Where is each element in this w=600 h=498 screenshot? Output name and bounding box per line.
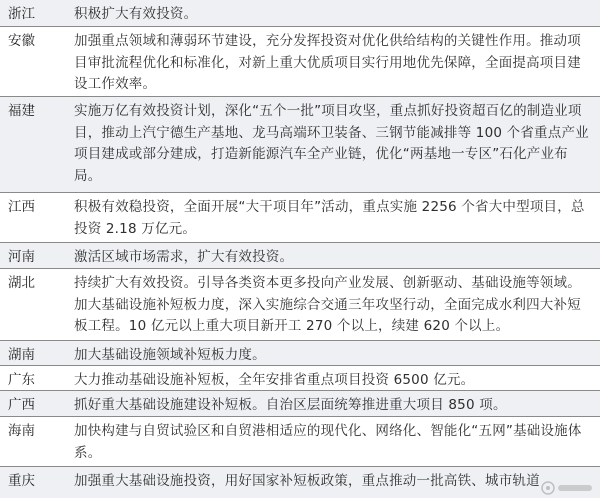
table-row — [0, 269, 600, 341]
table-row — [0, 366, 600, 391]
province-cell: 湖南 — [8, 347, 35, 363]
table-row — [0, 391, 600, 417]
province-cell: 湖北 — [8, 275, 35, 291]
table-row — [0, 341, 600, 366]
policy-text-cell: 加快构建与自贸试验区和自贸港相适应的现代化、网络化、智能化“五网”基础设施体系。 — [74, 423, 582, 461]
province-cell: 广东 — [8, 372, 35, 388]
policy-text-cell: 持续扩大有效投资。引导各类资本更多投向产业发展、创新驱动、基础设施等领域。加大基础设施补短板力度，深入实施综合交通三年攻坚行动，全面完成水利四大补短板工程。10 亿元以上重大项目新开工 270 个以上，续建 620 个以上。 — [74, 275, 581, 334]
policy-text-cell: 积极有效稳投资，全面开展“大干项目年”活动，重点实施 2256 个省大中型项目，总投资 2.18 万亿元。 — [74, 199, 585, 237]
province-cell: 福建 — [8, 103, 35, 119]
policy-text-cell: 大力推动基础设施补短板，全年安排省重点项目投资 6500 亿元。 — [74, 372, 475, 388]
table-row — [0, 0, 600, 27]
province-cell: 江西 — [8, 199, 35, 215]
province-cell: 河南 — [8, 249, 35, 265]
province-cell: 广西 — [8, 397, 35, 413]
table-row — [0, 417, 600, 467]
policy-text-cell: 激活区域市场需求，扩大有效投资。 — [74, 249, 294, 265]
policy-text-cell: 加强重大基础设施投资，用好国家补短板政策，重点推动一批高铁、城市轨道 — [74, 473, 540, 489]
province-cell: 安徽 — [8, 33, 35, 49]
watermark-logo-icon — [540, 480, 596, 496]
policy-text-cell: 加强重点领域和薄弱环节建设，充分发挥投资对优化供给结构的关键性作用。推动项目审批流程优化和标准化，对新上重大优质项目实行用地优先保障，全面提高项目建设工作效率。 — [74, 33, 581, 92]
table-row — [0, 243, 600, 269]
table-row — [0, 467, 600, 498]
province-cell: 海南 — [8, 423, 35, 439]
table-row — [0, 97, 600, 193]
policy-text-cell: 抓好重大基础设施建设补短板。自治区层面统筹推进重大项目 850 项。 — [74, 397, 507, 413]
policy-text-cell: 实施万亿有效投资计划，深化“五个一批”项目攻坚，重点抓好投资超百亿的制造业项目，推动上汽宁德生产基地、龙马高端环卫装备、三钢节能减排等 100 个省重点产业项目建成或部分建成，打造新能源汽车全产业链，优化“两基地一专区”石化产业布局。 — [74, 103, 589, 184]
table-row — [0, 27, 600, 97]
province-cell: 重庆 — [8, 473, 35, 489]
policy-text-cell: 积极扩大有效投资。 — [74, 6, 198, 22]
table-row — [0, 193, 600, 243]
province-cell: 浙江 — [8, 6, 35, 22]
policy-text-cell: 加大基础设施领域补短板力度。 — [74, 347, 266, 363]
